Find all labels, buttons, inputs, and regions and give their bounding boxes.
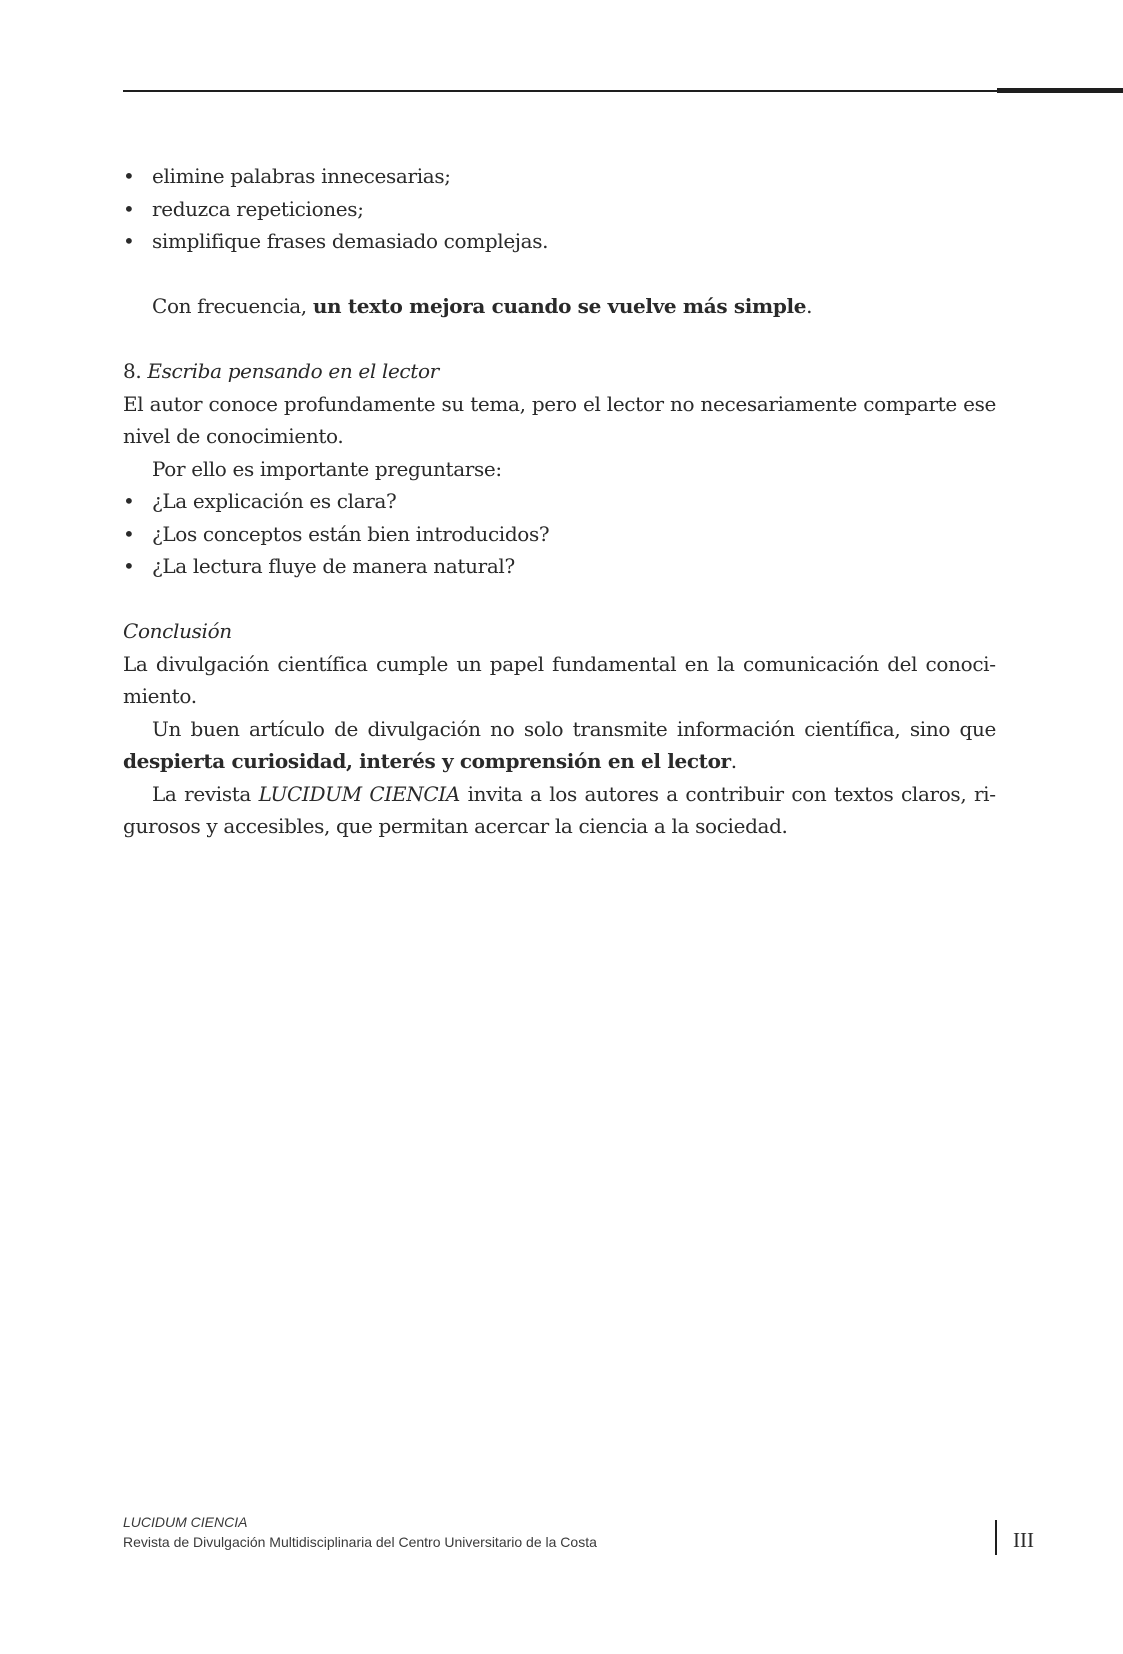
- article-body: [123, 160, 996, 843]
- page-number-divider: [995, 1520, 997, 1555]
- footer-journal-title: LUCIDUM CIENCIA: [123, 1514, 248, 1530]
- paragraph: La revista LUCIDUM CIENCIA invita a los autores a contribuir con textos claros, rigurosos y accesibles, que permitan acercar la ciencia a la sociedad.: [123, 781, 996, 838]
- emphasis-text: un texto mejora cuando se vuelve más simple: [312, 294, 807, 318]
- paragraph: Un buen artículo de divulgación no solo transmite información científica, sino que despierta curiosidad, interés y comprensión en el lector.: [123, 716, 996, 773]
- list-item: • reduzca repeticiones;: [123, 193, 996, 226]
- simplify-list: [123, 160, 996, 258]
- section-title: Escriba pensando en el lector: [147, 359, 439, 383]
- bullet-icon: •: [123, 554, 135, 578]
- conclusion-heading: Conclusión: [123, 619, 232, 643]
- list-item: • simplifique frases demasiado complejas.: [123, 225, 996, 258]
- bullet-icon: •: [123, 196, 135, 221]
- page-number: III: [1013, 1528, 1034, 1552]
- section-heading: [123, 355, 996, 388]
- questions-list: [123, 485, 996, 583]
- paragraph: La divulgación científica cumple un papel fundamental en la comunicación del conocimiento.: [123, 651, 996, 708]
- paragraph: El autor conoce profundamente su tema, pero el lector no necesariamente comparte ese nivel de conocimiento.: [123, 391, 996, 448]
- list-item: • ¿La lectura fluye de manera natural?: [123, 550, 996, 583]
- section-number: 8.: [123, 359, 148, 383]
- page-footer: [123, 1512, 597, 1552]
- simplicity-paragraph: Con frecuencia, un texto mejora cuando se vuelve más simple.: [152, 294, 813, 318]
- header-rule-accent: [997, 88, 1123, 93]
- header-rule: [123, 90, 998, 92]
- journal-name: LUCIDUM CIENCIA: [258, 781, 460, 806]
- paragraph: Por ello es importante preguntarse:: [152, 456, 502, 481]
- bullet-icon: •: [123, 164, 135, 188]
- bullet-icon: •: [123, 489, 135, 513]
- list-item: • ¿Los conceptos están bien introducidos?: [123, 518, 996, 551]
- list-item: • ¿La explicación es clara?: [123, 485, 996, 518]
- bullet-icon: •: [123, 229, 135, 253]
- footer-subtitle: Revista de Divulgación Multidisciplinaria del Centro Universitario de la Costa: [123, 1534, 597, 1550]
- emphasis-text: despierta curiosidad, interés y comprensión en el lector: [123, 749, 731, 773]
- bullet-icon: •: [123, 521, 135, 546]
- list-item: • elimine palabras innecesarias;: [123, 160, 996, 193]
